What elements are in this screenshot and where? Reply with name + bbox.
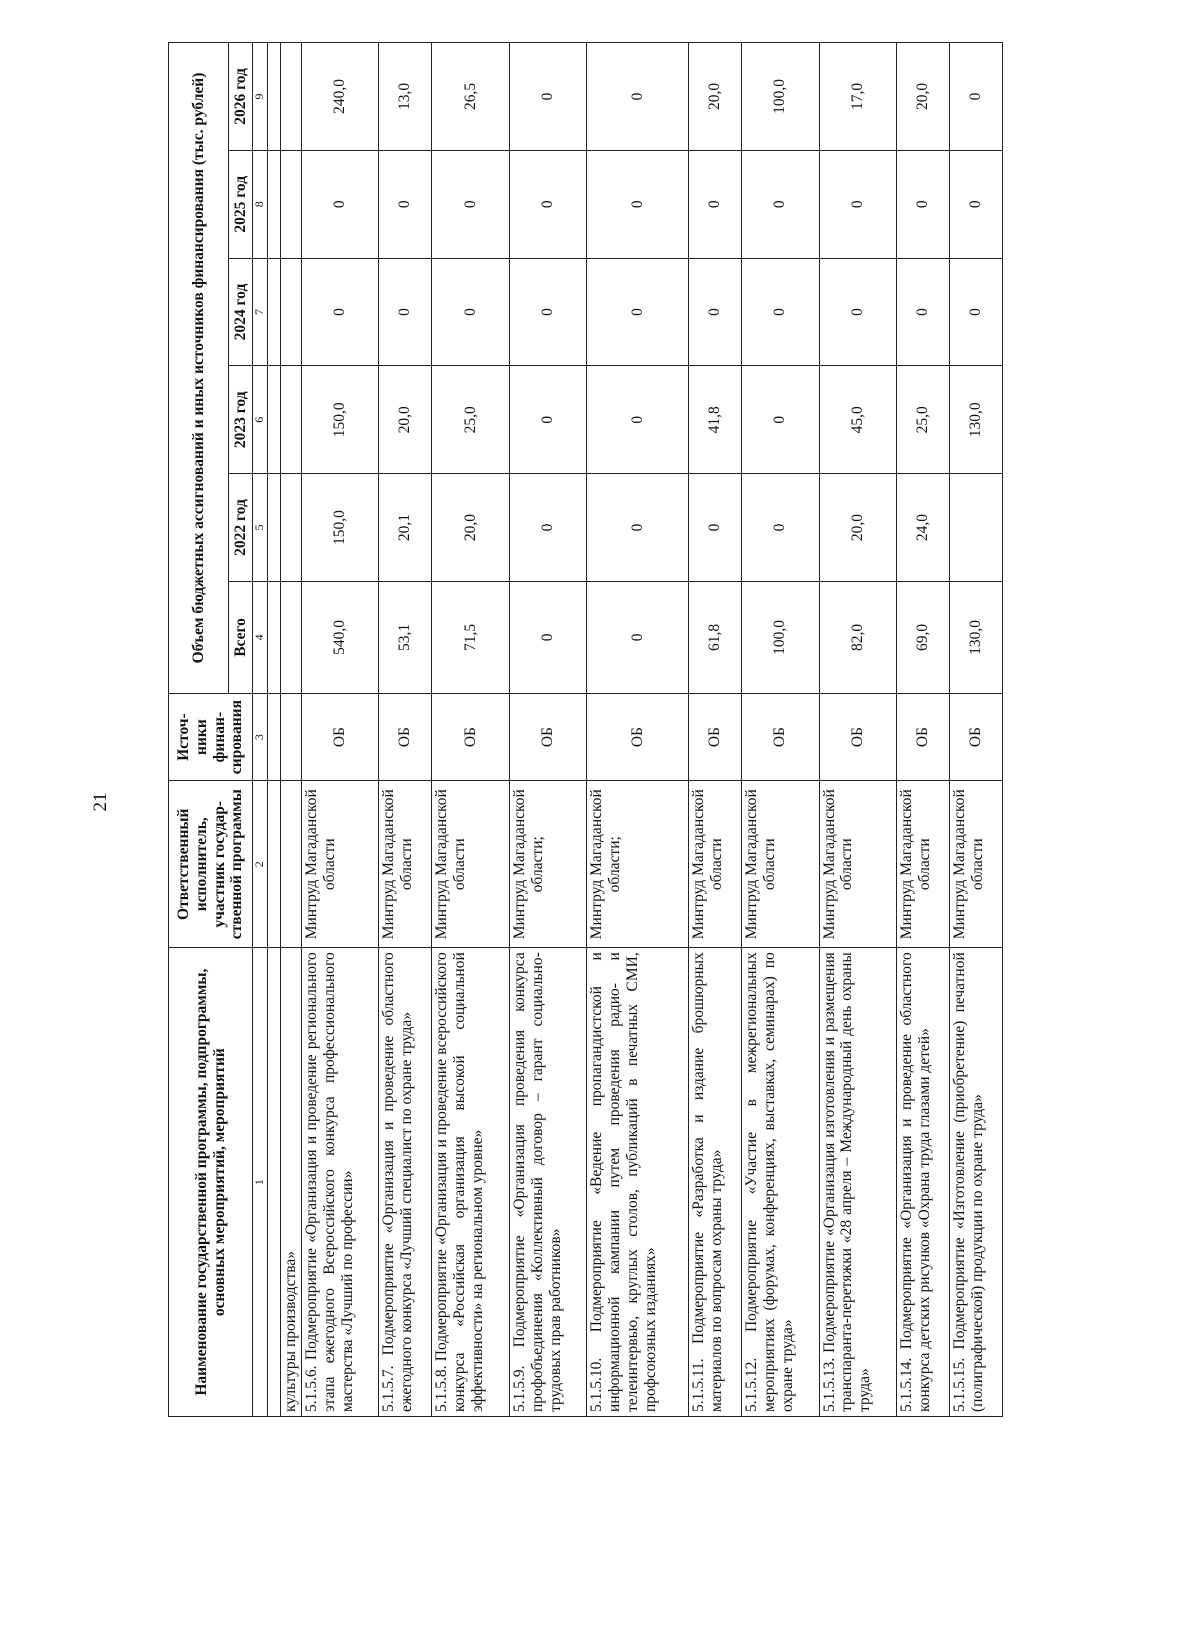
row-responsible: Минтруд Магаданской области [302, 781, 379, 948]
row-name: 5.1.5.8. Подмероприятие «Организация и проведение всероссийского конкурса «Российская организация высокой социальной эффективности» на региональном уровне» [432, 948, 509, 1417]
spacer-row [268, 43, 281, 1417]
row-source: ОБ [432, 693, 509, 780]
budget-table [168, 42, 1003, 1417]
row-y2026: 13,0 [379, 43, 432, 151]
row-y2024: 0 [819, 258, 896, 366]
row-y2026: 0 [587, 43, 689, 151]
row-y2026: 100,0 [742, 43, 819, 151]
header-2022: 2022 год [229, 474, 253, 582]
column-number: 5 [253, 474, 268, 582]
column-number: 1 [253, 948, 268, 1417]
row-y2024: 0 [302, 258, 379, 366]
row-responsible: Минтруд Магаданской области [949, 781, 1002, 948]
column-number: 4 [253, 581, 268, 693]
row-name: 5.1.5.15. Подмероприятие «Изготовление (приобретение) печатной (полиграфической) продукции по охране труда» [949, 948, 1002, 1417]
column-number: 3 [253, 693, 268, 780]
row-y2026: 0 [949, 43, 1002, 151]
row-source: ОБ [742, 693, 819, 780]
row-source: ОБ [949, 693, 1002, 780]
row-y2026: 240,0 [302, 43, 379, 151]
table-row [302, 43, 379, 1417]
continuation-text: культуры производства» [281, 948, 302, 1417]
row-name: 5.1.5.13. Подмероприятие «Организация изготовления и размещения транспаранта-перетяжки «28 апреля – Международный день охраны труда» [819, 948, 896, 1417]
table-row [742, 43, 819, 1417]
row-y2022: 150,0 [302, 474, 379, 582]
row-source: ОБ [819, 693, 896, 780]
row-y2024: 0 [432, 258, 509, 366]
row-name: 5.1.5.6. Подмероприятие «Организация и проведение регионального этапа ежегодного Всероссийского конкурса профессионального мастерства «Лучший по профессии» [302, 948, 379, 1417]
row-y2023: 0 [509, 366, 586, 474]
row-responsible: Минтруд Магаданской области [742, 781, 819, 948]
continuation-row [281, 43, 302, 1417]
row-y2022: 0 [587, 474, 689, 582]
row-y2024: 0 [509, 258, 586, 366]
header-2023: 2023 год [229, 366, 253, 474]
row-name: 5.1.5.10. Подмероприятие «Ведение пропагандистской и информационной кампании путем проведения радио- и телеинтервью, круглых столов, публикаций в печатных СМИ, профсоюзных изданиях» [587, 948, 689, 1417]
budget-table-container [168, 42, 1003, 1417]
row-y2025: 0 [509, 150, 586, 258]
row-responsible: Минтруд Магаданской области; [587, 781, 689, 948]
row-y2023: 25,0 [896, 366, 949, 474]
table-row [819, 43, 896, 1417]
row-y2025: 0 [819, 150, 896, 258]
column-number: 9 [253, 43, 268, 151]
row-y2024: 0 [949, 258, 1002, 366]
row-name: 5.1.5.14. Подмероприятие «Организация и проведение областного конкурса детских рисунков «Охрана труда глазами детей» [896, 948, 949, 1417]
row-y2022: 0 [509, 474, 586, 582]
row-y2023: 25,0 [432, 366, 509, 474]
header-2026: 2026 год [229, 43, 253, 151]
row-responsible: Минтруд Магаданской области; [509, 781, 586, 948]
row-y2026: 26,5 [432, 43, 509, 151]
row-y2022: 24,0 [896, 474, 949, 582]
row-total: 53,1 [379, 581, 432, 693]
row-total: 61,8 [689, 581, 742, 693]
row-source: ОБ [896, 693, 949, 780]
row-name: 5.1.5.7. Подмероприятие «Организация и проведение областного ежегодного конкурса «Лучший специалист по охране труда» [379, 948, 432, 1417]
row-y2023: 45,0 [819, 366, 896, 474]
row-y2022: 20,0 [819, 474, 896, 582]
row-total: 82,0 [819, 581, 896, 693]
column-number: 2 [253, 781, 268, 948]
table-row [432, 43, 509, 1417]
row-total: 0 [587, 581, 689, 693]
row-responsible: Минтруд Магаданской области [379, 781, 432, 948]
row-y2025: 0 [689, 150, 742, 258]
row-total: 100,0 [742, 581, 819, 693]
row-y2023: 0 [587, 366, 689, 474]
row-y2024: 0 [742, 258, 819, 366]
row-total: 540,0 [302, 581, 379, 693]
row-y2022: 20,0 [432, 474, 509, 582]
row-name: 5.1.5.9. Подмероприятие «Организация проведения конкурса профобъединения «Коллективный договор – гарант социально-трудовых прав работников» [509, 948, 586, 1417]
row-y2025: 0 [379, 150, 432, 258]
row-name: 5.1.5.12. Подмероприятие «Участие в межрегиональных мероприятиях (форумах, конференциях, выставках, семинарах) по охране труда» [742, 948, 819, 1417]
row-total: 71,5 [432, 581, 509, 693]
row-source: ОБ [689, 693, 742, 780]
row-y2025: 0 [896, 150, 949, 258]
row-responsible: Минтруд Магаданской области [689, 781, 742, 948]
row-y2023: 0 [742, 366, 819, 474]
header-volume: Объем бюджетных ассигнований и иных источников финансирования (тыс. рублей) [169, 43, 229, 694]
table-row [689, 43, 742, 1417]
row-source: ОБ [587, 693, 689, 780]
row-y2026: 0 [509, 43, 586, 151]
row-source: ОБ [302, 693, 379, 780]
header-2025: 2025 год [229, 150, 253, 258]
row-y2024: 0 [689, 258, 742, 366]
row-y2025: 0 [742, 150, 819, 258]
row-responsible: Минтруд Магаданской области [896, 781, 949, 948]
header-source: Источ-ники финан-сирования [169, 693, 253, 780]
row-total: 0 [509, 581, 586, 693]
column-number: 7 [253, 258, 268, 366]
row-y2024: 0 [587, 258, 689, 366]
table-row [379, 43, 432, 1417]
row-y2022 [949, 474, 1002, 582]
row-y2024: 0 [379, 258, 432, 366]
row-responsible: Минтруд Магаданской области [432, 781, 509, 948]
table-row [949, 43, 1002, 1417]
row-y2025: 0 [432, 150, 509, 258]
column-number: 6 [253, 366, 268, 474]
header-responsible: Ответственный исполнитель, участник государ-ственной программы [169, 781, 253, 948]
row-y2023: 130,0 [949, 366, 1002, 474]
header-2024: 2024 год [229, 258, 253, 366]
row-responsible: Минтруд Магаданской области [819, 781, 896, 948]
row-y2023: 20,0 [379, 366, 432, 474]
table-row [509, 43, 586, 1417]
header-total: Всего [229, 581, 253, 693]
row-name: 5.1.5.11. Подмероприятие «Разработка и издание брошюрных материалов по вопросам охраны труда» [689, 948, 742, 1417]
row-y2024: 0 [896, 258, 949, 366]
row-y2022: 20,1 [379, 474, 432, 582]
row-y2022: 0 [742, 474, 819, 582]
row-y2026: 20,0 [689, 43, 742, 151]
table-row [896, 43, 949, 1417]
row-y2022: 0 [689, 474, 742, 582]
row-total: 130,0 [949, 581, 1002, 693]
row-y2026: 17,0 [819, 43, 896, 151]
row-y2026: 20,0 [896, 43, 949, 151]
row-source: ОБ [509, 693, 586, 780]
row-y2025: 0 [302, 150, 379, 258]
row-source: ОБ [379, 693, 432, 780]
row-y2025: 0 [949, 150, 1002, 258]
row-y2023: 41,8 [689, 366, 742, 474]
row-y2025: 0 [587, 150, 689, 258]
header-name: Наименование государственной программы, подпрограммы, основных мероприятий, мероприятий [169, 948, 253, 1417]
row-total: 69,0 [896, 581, 949, 693]
page-number: 21 [90, 792, 111, 812]
column-number: 8 [253, 150, 268, 258]
row-y2023: 150,0 [302, 366, 379, 474]
table-row [587, 43, 689, 1417]
